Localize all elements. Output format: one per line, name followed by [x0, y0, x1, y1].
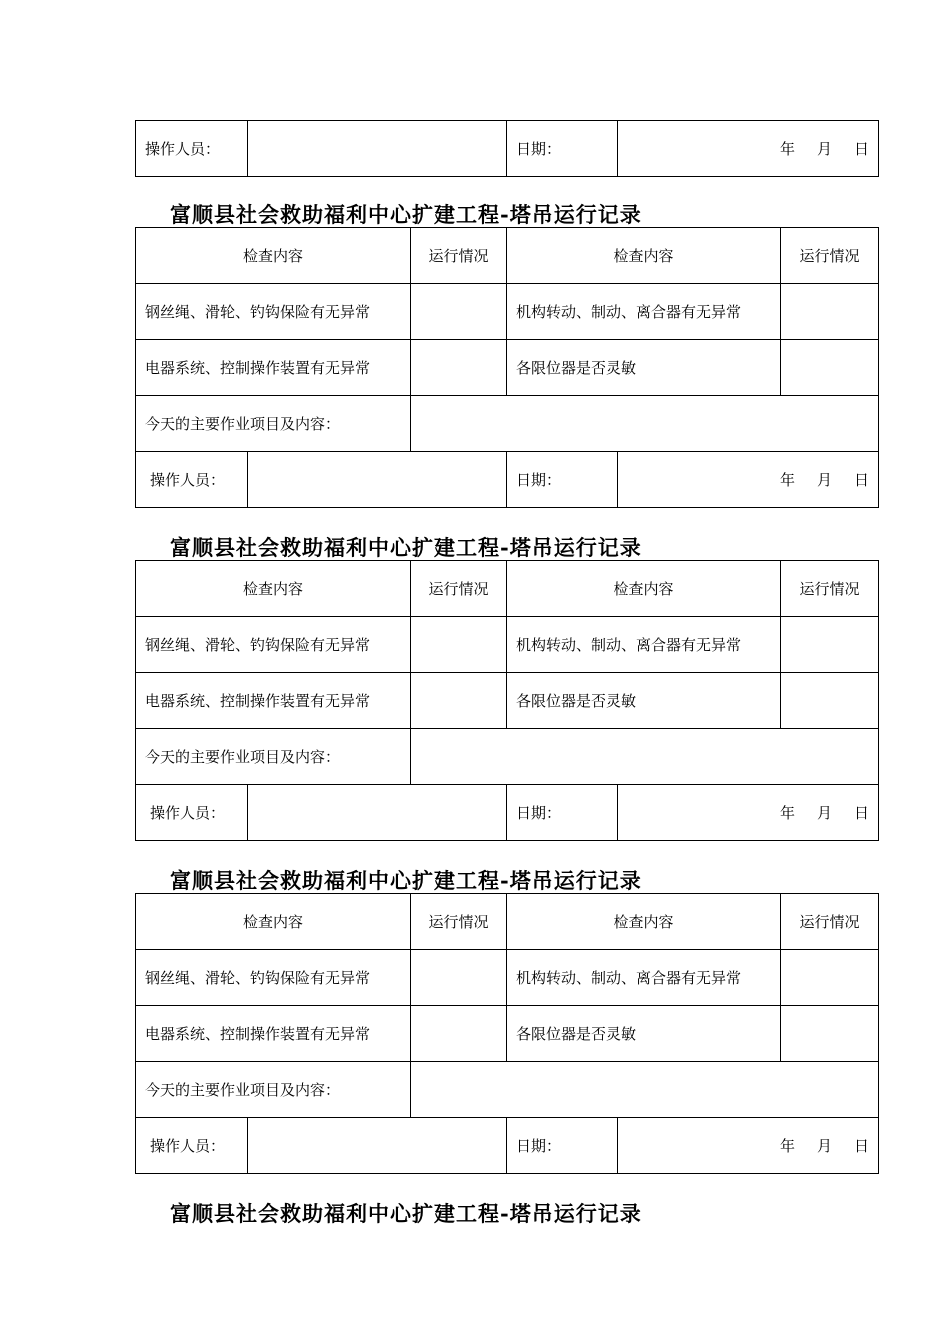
status-header: 运行情况 — [781, 228, 879, 284]
work-items-row — [136, 1062, 879, 1118]
status-cell[interactable] — [781, 340, 879, 396]
date-label: 日期： — [507, 121, 618, 177]
status-cell[interactable] — [411, 340, 507, 396]
operator-field[interactable] — [248, 1118, 507, 1174]
check-header: 检查内容 — [136, 561, 411, 617]
status-cell[interactable] — [411, 673, 507, 729]
work-items-field[interactable] — [411, 396, 879, 452]
status-header: 运行情况 — [411, 561, 507, 617]
check-header: 检查内容 — [507, 894, 781, 950]
check-item-electric: 电器系统、控制操作装置有无异常 — [136, 1006, 411, 1062]
work-items-label: 今天的主要作业项目及内容： — [136, 396, 411, 452]
operator-label: 操作人员： — [136, 785, 248, 841]
check-row — [136, 950, 879, 1006]
check-header: 检查内容 — [136, 894, 411, 950]
status-header: 运行情况 — [411, 228, 507, 284]
record-table — [135, 227, 879, 508]
check-item-mechanism: 机构转动、制动、离合器有无异常 — [507, 617, 781, 673]
header-row — [136, 228, 879, 284]
work-items-label: 今天的主要作业项目及内容： — [136, 729, 411, 785]
header-row — [136, 561, 879, 617]
check-item-mechanism: 机构转动、制动、离合器有无异常 — [507, 284, 781, 340]
check-row — [136, 340, 879, 396]
record-table — [135, 893, 879, 1174]
operator-label: 操作人员： — [136, 1118, 248, 1174]
check-item-limiter: 各限位器是否灵敏 — [507, 340, 781, 396]
date-label: 日期： — [507, 452, 618, 508]
check-item-electric: 电器系统、控制操作装置有无异常 — [136, 673, 411, 729]
check-row — [136, 617, 879, 673]
work-items-field[interactable] — [411, 729, 879, 785]
status-header: 运行情况 — [781, 894, 879, 950]
check-row — [136, 1006, 879, 1062]
check-header: 检查内容 — [136, 228, 411, 284]
status-header: 运行情况 — [411, 894, 507, 950]
check-item-wire: 钢丝绳、滑轮、钓钩保险有无异常 — [136, 617, 411, 673]
operator-field[interactable] — [248, 452, 507, 508]
record-title: 富顺县社会救助福利中心扩建工程-塔吊运行记录 — [170, 1201, 642, 1226]
check-item-electric: 电器系统、控制操作装置有无异常 — [136, 340, 411, 396]
check-row — [136, 673, 879, 729]
record-table — [135, 560, 879, 841]
date-label: 日期： — [507, 785, 618, 841]
check-item-limiter: 各限位器是否灵敏 — [507, 673, 781, 729]
status-cell[interactable] — [781, 617, 879, 673]
operator-label: 操作人员： — [136, 121, 248, 177]
check-header: 检查内容 — [507, 561, 781, 617]
operator-label: 操作人员： — [136, 452, 248, 508]
status-cell[interactable] — [781, 284, 879, 340]
record-footer-partial — [135, 120, 879, 177]
status-cell[interactable] — [781, 673, 879, 729]
status-header: 运行情况 — [781, 561, 879, 617]
work-items-row — [136, 396, 879, 452]
check-item-wire: 钢丝绳、滑轮、钓钩保险有无异常 — [136, 284, 411, 340]
operator-row — [136, 1118, 879, 1174]
work-items-row — [136, 729, 879, 785]
status-cell[interactable] — [411, 1006, 507, 1062]
date-field[interactable]: 年 月 日 — [618, 785, 879, 841]
date-label: 日期： — [507, 1118, 618, 1174]
operator-row — [136, 785, 879, 841]
date-field[interactable]: 年 月 日 — [618, 1118, 879, 1174]
check-item-mechanism: 机构转动、制动、离合器有无异常 — [507, 950, 781, 1006]
operator-field[interactable] — [248, 121, 507, 177]
status-cell[interactable] — [411, 284, 507, 340]
operator-row — [136, 452, 879, 508]
operator-field[interactable] — [248, 785, 507, 841]
record-title: 富顺县社会救助福利中心扩建工程-塔吊运行记录 — [170, 202, 642, 227]
header-row — [136, 894, 879, 950]
check-header: 检查内容 — [507, 228, 781, 284]
status-cell[interactable] — [781, 950, 879, 1006]
record-title: 富顺县社会救助福利中心扩建工程-塔吊运行记录 — [170, 535, 642, 560]
status-cell[interactable] — [411, 617, 507, 673]
check-item-limiter: 各限位器是否灵敏 — [507, 1006, 781, 1062]
check-item-wire: 钢丝绳、滑轮、钓钩保险有无异常 — [136, 950, 411, 1006]
date-field[interactable]: 年 月 日 — [618, 452, 879, 508]
date-field[interactable]: 年 月 日 — [618, 121, 879, 177]
status-cell[interactable] — [411, 950, 507, 1006]
work-items-field[interactable] — [411, 1062, 879, 1118]
operator-row — [136, 121, 879, 177]
status-cell[interactable] — [781, 1006, 879, 1062]
check-row — [136, 284, 879, 340]
record-title: 富顺县社会救助福利中心扩建工程-塔吊运行记录 — [170, 868, 642, 893]
work-items-label: 今天的主要作业项目及内容： — [136, 1062, 411, 1118]
